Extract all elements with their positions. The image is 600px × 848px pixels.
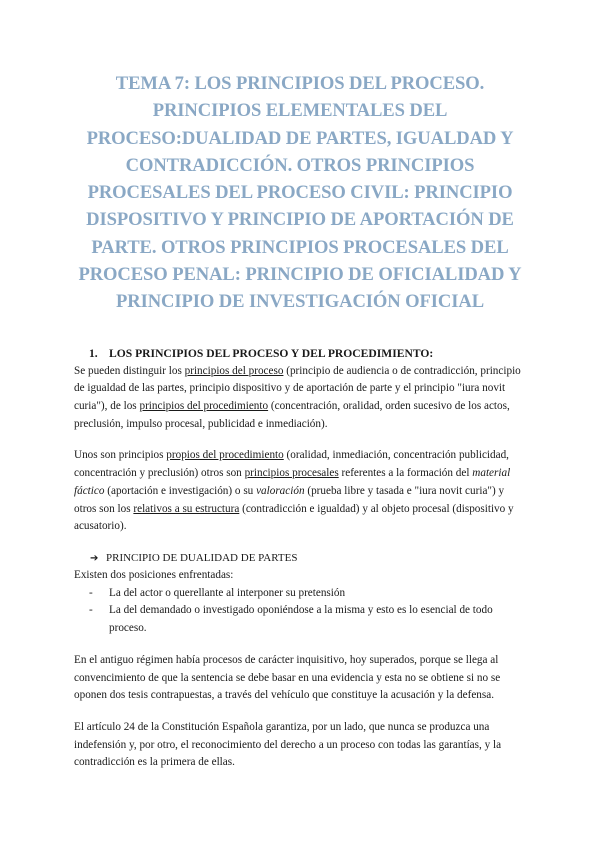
title-line: DISPOSITIVO Y PRINCIPIO DE APORTACIÓN DE [86,209,514,231]
document-title [74,70,526,316]
title-line: TEMA 7: LOS PRINCIPIOS DEL PROCESO. [115,73,485,94]
title-line: PROCESALES DEL PROCESO CIVIL: PRINCIPIO [87,182,513,204]
positions-list [74,585,526,638]
text-run: Se pueden distinguir los [74,364,185,377]
text-run: (principio de audiencia o de contradicción, principio de igualdad de las partes, principio dispositivo y de aportación de parte y el principio "iura novit curia"), de los [74,364,521,413]
paragraph-articulo-24: El artículo 24 de la Constitución Española garantiza, por un lado, que nunca se produzca una indefensión y, por otro, el reconocimiento del derecho a un proceso con todas las garantías, y la contradicción es la primera de ellas. [74,720,502,769]
italic-term: material fáctico [74,467,511,497]
subheading-text: PRINCIPIO DE DUALIDAD DE PARTES [106,552,298,564]
list-item-text: La del demandado o investigado oponiéndose a la misma y esto es lo esencial de todo proceso. [109,604,493,635]
text-run: (oralidad, inmediación, concentración publicidad, concentración y preclusión) otros son [74,449,509,480]
paragraph-principles [74,363,526,434]
section-number: 1. [89,346,98,360]
list-item-text: La del actor o querellante al interponer su pretensión [109,586,346,599]
underlined-term: relativos a su estructura [133,502,240,515]
text-run: (concentración, oralidad, orden sucesivo de los actos, preclusión, impulso procesal, publicidad e inmediación). [74,400,510,430]
list-item [74,602,526,637]
underlined-term: principios del procedimiento [139,400,269,413]
positions-intro: Existen dos posiciones enfrentadas: [74,569,234,581]
paragraph-antiguo-regimen: En el antiguo régimen había procesos de carácter inquisitivo, hoy superados, porque se llega al convencimiento de que la sentencia se debe basar en una evidencia y esta no se obtiene si no se oponen dos tesis contrapuestas, a través del vehículo que constituye la acusación y la defensa. [74,653,501,702]
arrow-right-icon: ➔ [90,553,99,564]
underlined-term: propios del procedimiento [166,449,284,462]
title-line: PRINCIPIO DE INVESTIGACIÓN OFICIAL [115,291,484,313]
section-heading-text: LOS PRINCIPIOS DEL PROCESO Y DEL PROCEDIMIENTO: [109,346,434,360]
title-line: PROCESO:DUALIDAD DE PARTES, IGUALDAD Y [86,127,514,149]
text-run: Unos son principios [74,449,167,462]
subheading-dualidad [90,550,526,567]
title-line: PARTE. OTROS PRINCIPIOS PROCESALES DEL [91,236,509,258]
text-run: referentes a la formación del [338,467,473,480]
title-line: PROCESO PENAL: PRINCIPIO DE OFICIALIDAD Y [78,264,522,286]
title-line: PRINCIPIOS ELEMENTALES DEL [152,100,448,122]
list-item [74,585,526,603]
text-run: (prueba libre y tasada e "iura novit curia") y otros son los [74,484,505,515]
dash-bullet: - [89,586,93,599]
paragraph-classification [74,447,526,536]
italic-term: valoración [256,484,305,497]
section-heading [89,346,526,361]
underlined-term: principios procesales [244,467,339,480]
underlined-term: principios del proceso [184,364,284,377]
dash-bullet: - [89,604,93,617]
text-run: (aportación e investigación) o su [104,484,257,497]
text-run: (contradicción e igualdad) y al objeto procesal (dispositivo y acusatorio). [74,502,514,533]
title-line: CONTRADICCIÓN. OTROS PRINCIPIOS [125,154,475,176]
